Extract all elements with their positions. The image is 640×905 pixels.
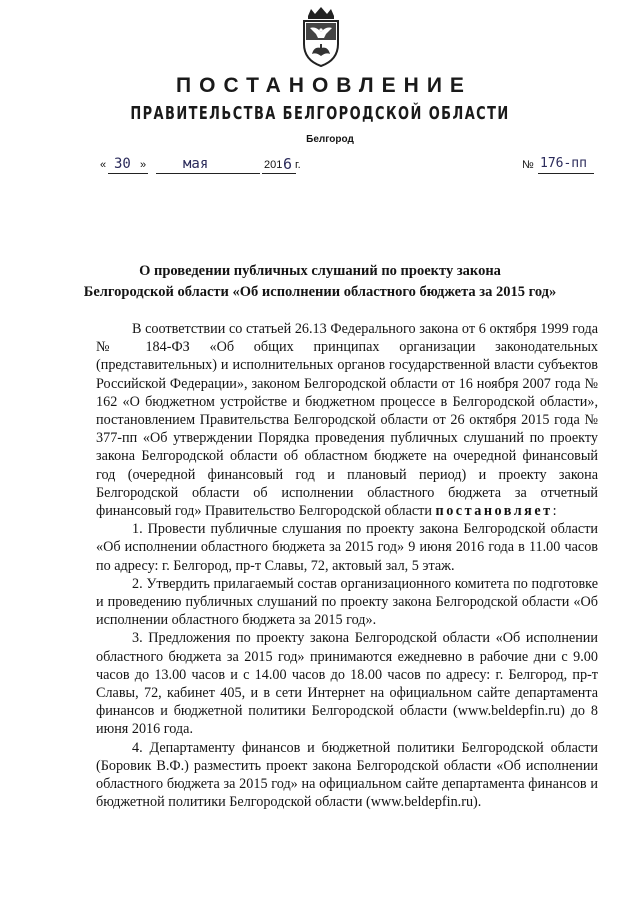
coat-of-arms-icon [296, 6, 346, 68]
document-heading [60, 261, 580, 303]
document-body [96, 320, 598, 811]
open-quote: « [100, 159, 107, 171]
date-day: 30 [114, 156, 131, 172]
number-label: № [522, 159, 534, 171]
close-quote: » [140, 159, 147, 171]
preamble-colon: : [552, 503, 557, 520]
item-4-paragraph: 4. Департаменту финансов и бюджетной политики Белгородской области (Боровик В.Ф.) разместить проект закона Белгородской области «Об исполнении областного бюджета за 2015 год» на официальном сайте департамента финансов и бюджетной политики Белгородской области (www.beldepfin.ru). [96, 739, 598, 811]
item-1-paragraph: 1. Провести публичные слушания по проекту закона Белгородской области «Об исполнении областного бюджета за 2015 год» 9 июня 2016 года в 11.00 часов по адресу: г. Белгород, пр-т Славы, 72, актовый зал, 5 этаж. [96, 521, 598, 574]
item-3-paragraph: 3. Предложения по проекту закона Белгородской области «Об исполнении областного бюджета за 2015 год» принимаются ежедневно в рабочие дни с 9.00 часов до 13.00 часов и с 14.00 часов до 18.00 часов по адресу: г. Белгород, пр-т Славы, 72, кабинет 405, и в сети Интернет на официальном сайте департамента финансов и бюджетной политики Белгородской области (www.beldepfin.ru) до 8 июня 2016 года. [96, 630, 598, 738]
year-unit: г. [295, 159, 301, 171]
city-label: Белгород [306, 134, 354, 145]
heading-line-2: Белгородской области «Об исполнении областного бюджета за 2015 год» [83, 284, 557, 300]
preamble-text: В соответствии со статьей 26.13 Федерального закона от 6 октября 1999 года № 184-ФЗ «Об общих принципах организации законодательных (представительных) и исполнительных органов государственной власти субъектов Российской Федерации», законом Белгородской области от 16 ноября 2007 года № 162 «О бюджетном устройстве и бюджетном процессе в Белгородской области», постановлением Правительства Белгородской области от 26 октября 2015 года № 377-пп «Об утверждении Порядка проведения публичных слушаний по проекту закона Белгородской области об областном бюджете на очередной финансовый год (очередной финансовый год и плановый период) и проекту закона Белгородской области об исполнении областного бюджета за отчетный финансовый год» Правительство Белгородской области [96, 321, 598, 520]
date-number-line [0, 154, 640, 176]
document-number: 176-пп [540, 156, 587, 171]
year-prefix: 201 [264, 159, 283, 171]
decree-word: постановляет [435, 503, 553, 520]
document-type-title: ПОСТАНОВЛЕНИЕ [176, 74, 472, 97]
preamble-paragraph [96, 320, 598, 520]
heading-line-1: О проведении публичных слушаний по проекту закона [139, 263, 501, 279]
issuer-title: ПРАВИТЕЛЬСТВА БЕЛГОРОДСКОЙ ОБЛАСТИ [130, 103, 510, 124]
date-month: мая [183, 156, 209, 172]
year-suffix: 6 [283, 155, 293, 173]
item-2-paragraph: 2. Утвердить прилагаемый состав организационного комитета по подготовке и проведению публичных слушаний по проекту закона Белгородской области «Об исполнении областного бюджета за 2015 год». [96, 575, 598, 629]
